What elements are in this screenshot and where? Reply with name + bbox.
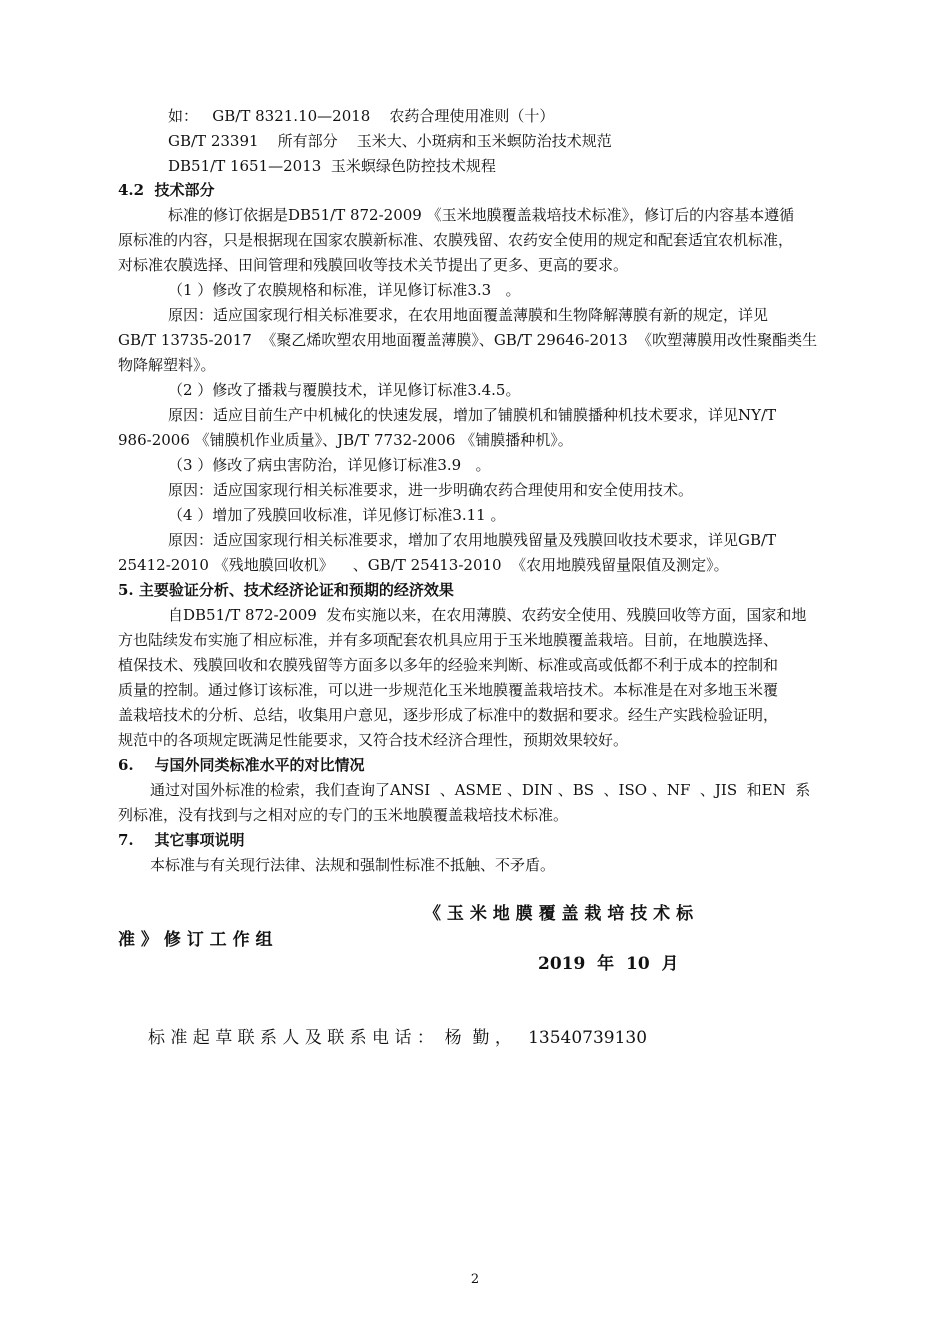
paragraph-line: 标准的修订依据是DB51/T 872-2009 《玉米地膜覆盖栽培技术标准》，修订后的内容基本遵循	[168, 206, 795, 224]
signature-title-line1: 《 玉 米 地 膜 覆 盖 栽 培 技 术 标	[424, 904, 694, 924]
paragraph-line: GB/T 13735-2017 《聚乙烯吹塑农用地面覆盖薄膜》、GB/T 29646-2013 《吹塑薄膜用改性聚酯类生	[118, 331, 818, 349]
signature-date: 2019 年 10 月	[538, 954, 679, 974]
list-item: （2 ）修改了播栽与覆膜技术，详见修订标准3.4.5。	[168, 381, 521, 399]
paragraph-line: 本标准与有关现行法律、法规和强制性标准不抵触、不矛盾。	[150, 856, 556, 874]
paragraph-line: 盖栽培技术的分析、总结，收集用户意见，逐步形成了标准中的数据和要求。经生产实践检验证明，	[118, 706, 779, 724]
list-item: （4 ）增加了残膜回收标准，详见修订标准3.11 。	[168, 506, 506, 524]
reference-line: 如： GB/T 8321.10—2018 农药合理使用准则（十）	[168, 107, 555, 125]
paragraph-line: 原因：适应国家现行相关标准要求，在农用地面覆盖薄膜和生物降解薄膜有新的规定，详见	[168, 306, 769, 324]
paragraph-line: 植保技术、残膜回收和农膜残留等方面多以多年的经验来判断、标准或高或低都不利于成本的控制和	[118, 656, 779, 674]
reference-line: DB51/T 1651—2013 玉米螟绿色防控技术规程	[168, 157, 496, 175]
list-item: （3 ）修改了病虫害防治，详见修订标准3.9 。	[168, 456, 491, 474]
section-heading-6: 6. 与国外同类标准水平的对比情况	[118, 756, 365, 774]
signature-title-line2: 准 》 修 订 工 作 组	[118, 930, 273, 950]
section-heading-7: 7. 其它事项说明	[118, 831, 245, 849]
paragraph-line: 方也陆续发布实施了相应标准，并有多项配套农机具应用于玉米地膜覆盖栽培。目前，在地膜选择、	[118, 631, 779, 649]
reference-line: GB/T 23391 所有部分 玉米大、小斑病和玉米螟防治技术规范	[168, 132, 612, 150]
paragraph-line: 原标准的内容，只是根据现在国家农膜新标准、农膜残留、农药安全使用的规定和配套适宜农机标准，	[118, 231, 794, 249]
paragraph-line: 原因：适应国家现行相关标准要求，增加了农用地膜残留量及残膜回收技术要求，详见GB/T	[168, 531, 777, 549]
paragraph-line: 通过对国外标准的检索，我们查询了ANSI 、ASME 、DIN 、BS 、ISO 、NF 、JIS 和EN 系	[150, 781, 811, 799]
paragraph-line: 986-2006 《铺膜机作业质量》、JB/T 7732-2006 《铺膜播种机》。	[118, 431, 573, 449]
paragraph-line: 列标准，没有找到与之相对应的专门的玉米地膜覆盖栽培技术标准。	[118, 806, 569, 824]
list-item: （1 ）修改了农膜规格和标准，详见修订标准3.3 。	[168, 281, 521, 299]
page-number: 2	[470, 1272, 480, 1287]
paragraph-line: 25412-2010 《残地膜回收机》 、GB/T 25413-2010 《农用地膜残留量限值及测定》。	[118, 556, 729, 574]
contact-info: 标 准 起 草 联 系 人 及 联 系 电 话 ： 杨 勤 ， 13540739130	[148, 1028, 648, 1048]
paragraph-line: 对标准农膜选择、田间管理和残膜回收等技术关节提出了更多、更高的要求。	[118, 256, 629, 274]
paragraph-line: 原因：适应目前生产中机械化的快速发展，增加了铺膜机和铺膜播种机技术要求，详见NY/T	[168, 406, 777, 424]
section-heading-4-2: 4.2 技术部分	[118, 181, 215, 199]
paragraph-line: 规范中的各项规定既满足性能要求，又符合技术经济合理性，预期效果较好。	[118, 731, 629, 749]
paragraph-line: 原因：适应国家现行相关标准要求，进一步明确农药合理使用和安全使用技术。	[168, 481, 694, 499]
section-heading-5: 5. 主要验证分析、技术经济论证和预期的经济效果	[118, 581, 454, 599]
paragraph-line: 自DB51/T 872-2009 发布实施以来，在农用薄膜、农药安全使用、残膜回收等方面，国家和地	[168, 606, 807, 624]
paragraph-line: 质量的控制。通过修订该标准，可以进一步规范化玉米地膜覆盖栽培技术。本标准是在对多地玉米覆	[118, 681, 779, 699]
paragraph-line: 物降解塑料》。	[118, 356, 216, 374]
